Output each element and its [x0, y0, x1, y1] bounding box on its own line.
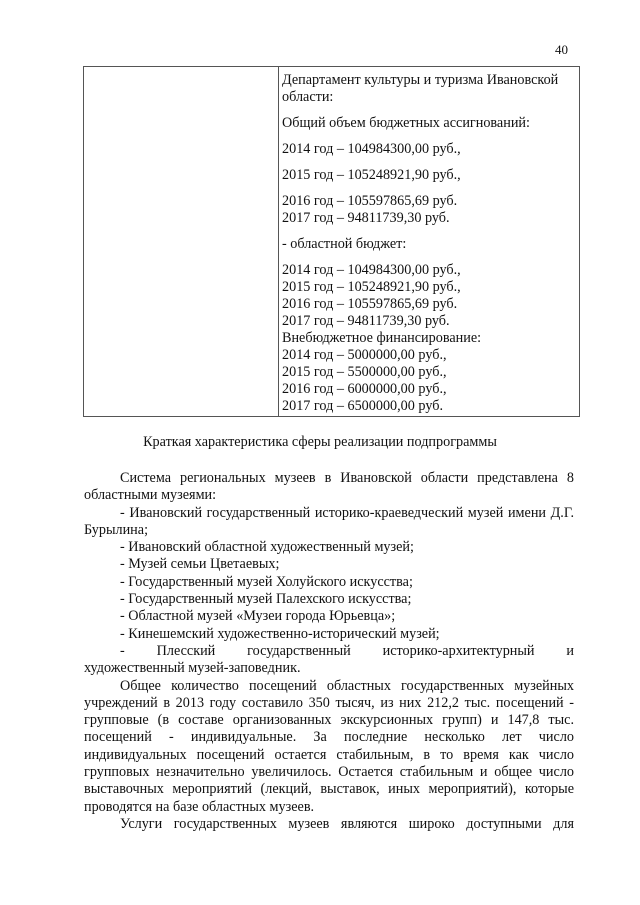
table-text-line: 2017 год – 94811739,30 руб. [282, 210, 450, 226]
table-text-line: 2015 год – 105248921,90 руб., [282, 167, 461, 183]
table-text-line: области: [282, 89, 334, 105]
line-gap [282, 132, 579, 141]
body-text [84, 470, 574, 833]
line-gap [282, 158, 579, 167]
table-text-line: Департамент культуры и туризма Ивановской [282, 72, 559, 88]
museum-item-ples-line1: - Плесский государственный историко-архитектурный и [120, 642, 574, 659]
services-paragraph: Услуги государственных музеев являются широко доступными для [120, 815, 574, 832]
table-right-cell [279, 67, 579, 416]
intro-paragraph: Система региональных музеев в Ивановской области представлена 8 областными музеями: [84, 470, 574, 504]
museum-item: - Ивановский государственный историко-краеведческий музей имени Д.Г. Бурылина; [84, 504, 574, 538]
museum-item: - Областной музей «Музеи города Юрьевца»; [120, 608, 396, 625]
table-text-line: 2016 год – 105597865,69 руб. [282, 296, 458, 312]
museum-item: - Кинешемский художественно-исторический музей; [120, 625, 440, 642]
table-text-line: 2017 год – 94811739,30 руб. [282, 313, 450, 329]
line-gap [282, 253, 579, 262]
section-heading: Краткая характеристика сферы реализации подпрограммы [143, 434, 497, 450]
page-number: 40 [555, 42, 568, 57]
museum-item: - Музей семьи Цветаевых; [120, 556, 280, 573]
table-text-line: 2016 год – 6000000,00 руб., [282, 381, 447, 397]
museum-item: - Государственный музей Холуйского искусства; [120, 573, 413, 590]
museum-item: - Государственный музей Палехского искусства; [120, 591, 412, 608]
museum-item-ples-line2: художественный музей-заповедник. [84, 660, 301, 677]
line-gap [282, 184, 579, 193]
table-left-cell [84, 67, 279, 416]
table-text-line: 2015 год – 105248921,90 руб., [282, 279, 461, 295]
line-gap [282, 106, 579, 115]
visits-paragraph: Общее количество посещений областных государственных музейных учреждений в 2013 году составило 350 тысяч, из них 212,2 тыс. посещений - групповые (в составе организованных экскурсионных групп) и 147,8 тыс. посещений - индивидуальные. За последние несколько лет число индивидуальных посещений остается стабильным, в то время как число групповых незначительно увеличилось. Остается стабильным и общее число выставочных мероприятий (лекций, выставок, иных мероприятий), которые проводятся на базе областных музеев. [84, 677, 574, 815]
table-text-line: - областной бюджет: [282, 236, 407, 252]
museum-item: - Ивановский областной художественный музей; [120, 539, 414, 556]
line-gap [282, 227, 579, 236]
table-text-line: Общий объем бюджетных ассигнований: [282, 115, 530, 131]
table-text-line: Внебюджетное финансирование: [282, 330, 482, 346]
table-text-line: 2017 год – 6500000,00 руб. [282, 398, 443, 414]
table-text-line: 2014 год – 104984300,00 руб., [282, 141, 461, 157]
budget-table [83, 66, 580, 417]
table-text-line: 2014 год – 104984300,00 руб., [282, 262, 461, 278]
table-text-line: 2015 год – 5500000,00 руб., [282, 364, 447, 380]
table-text-line: 2014 год – 5000000,00 руб., [282, 347, 447, 363]
table-text-line: 2016 год – 105597865,69 руб. [282, 193, 458, 209]
